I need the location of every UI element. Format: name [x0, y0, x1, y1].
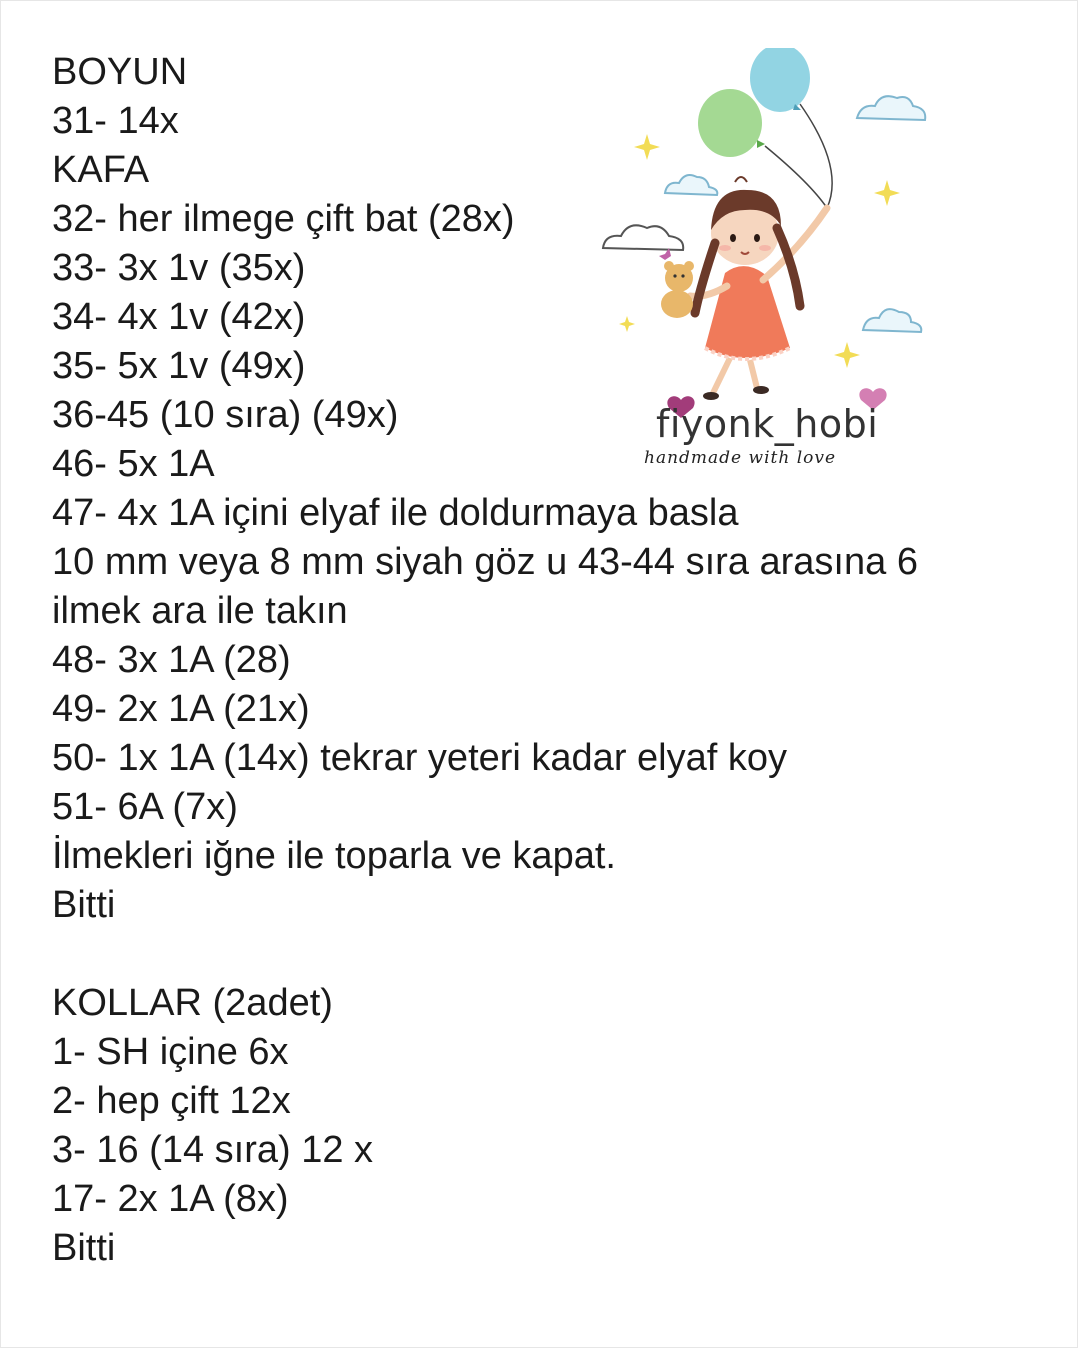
logo-name: fiyonk_hobi — [656, 402, 879, 446]
blue-balloon-icon — [750, 48, 810, 112]
text-line: KAFA — [52, 149, 150, 191]
text-line: 51- 6A (7x) — [52, 786, 238, 828]
cloud-icon — [857, 96, 925, 120]
text-line: BOYUN — [52, 51, 188, 93]
text-line: İlmekleri iğne ile toparla ve kapat. — [52, 835, 616, 877]
cloud-icon — [863, 309, 921, 332]
text-line: 2- hep çift 12x — [52, 1080, 291, 1122]
text-line: 3- 16 (14 sıra) 12 x — [52, 1129, 374, 1171]
sparkle-icon — [619, 316, 635, 332]
sparkle-icon — [634, 134, 660, 160]
text-line: 47- 4x 1A içini elyaf ile doldurmaya basla — [52, 492, 739, 534]
text-line: 10 mm veya 8 mm siyah göz u 43-44 sıra arasına 6 — [52, 541, 918, 583]
sparkle-icon — [874, 180, 900, 206]
text-line: 33- 3x 1v (35x) — [52, 247, 306, 289]
text-line: 35- 5x 1v (49x) — [52, 345, 306, 387]
text-line: 46- 5x 1A — [52, 443, 215, 485]
girl-figure-icon — [690, 177, 827, 400]
cloud-icon — [603, 225, 683, 250]
logo-tagline: handmade with love — [644, 448, 837, 468]
text-line: Bitti — [52, 1227, 116, 1269]
text-line: 49- 2x 1A (21x) — [52, 688, 310, 730]
teddy-bear-icon — [659, 248, 694, 318]
text-line: 36-45 (10 sıra) (49x) — [52, 394, 399, 436]
text-line: ilmek ara ile takın — [52, 590, 348, 632]
blank-line — [52, 930, 1012, 979]
text-line: 1- SH içine 6x — [52, 1031, 289, 1073]
text-line: 34- 4x 1v (42x) — [52, 296, 306, 338]
cloud-icon — [665, 175, 717, 195]
text-line: 48- 3x 1A (28) — [52, 639, 291, 681]
text-line: Bitti — [52, 884, 116, 926]
text-line: 17- 2x 1A (8x) — [52, 1178, 289, 1220]
green-balloon-icon — [698, 89, 765, 157]
text-line: 32- her ilmege çift bat (28x) — [52, 198, 515, 240]
text-line: KOLLAR (2adet) — [52, 982, 333, 1024]
sparkle-icon — [834, 342, 860, 368]
text-line: 31- 14x — [52, 100, 179, 142]
text-line: 50- 1x 1A (14x) tekrar yeteri kadar elyaf koy — [52, 737, 787, 779]
